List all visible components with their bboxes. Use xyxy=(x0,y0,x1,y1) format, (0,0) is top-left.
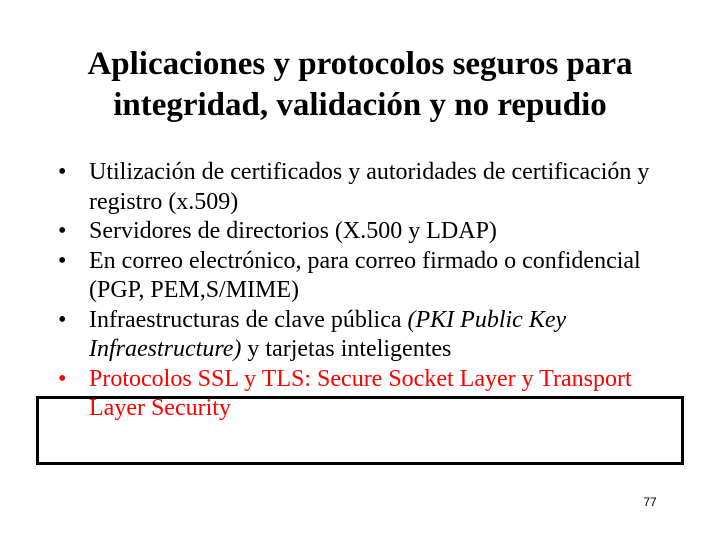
bullet-item-email xyxy=(58,247,688,306)
bullet-text-normal: Infraestructuras de clave pública xyxy=(89,306,408,333)
bullet-dot-icon: • xyxy=(58,218,67,244)
slide-title-line-1: Aplicaciones y protocolos seguros para xyxy=(87,46,633,82)
bullet-dot-icon: • xyxy=(58,306,67,333)
bullet-text-after: y tarjetas inteligentes xyxy=(241,336,452,362)
bullet-dot-icon: • xyxy=(58,365,67,392)
bullet-text-italic: (PKI Public Key Infraestructure) xyxy=(89,306,567,362)
bullet-dot-icon: • xyxy=(58,159,67,185)
bullet-item-directories xyxy=(58,217,688,247)
bullet-dot-icon: • xyxy=(58,247,67,274)
bullet-list xyxy=(58,158,688,424)
bullet-text: Utilización de certificados y autoridades de certificación y registro (x.509) xyxy=(89,159,650,215)
bullet-text: En correo electrónico, para correo firmado o confidencial (PGP, PEM,S/MIME) xyxy=(89,247,641,303)
slide-title-line-2: integridad, validación y no repudio xyxy=(113,87,607,123)
bullet-text: Servidores de directorios (X.500 y LDAP) xyxy=(89,218,497,244)
page-number: 77 xyxy=(643,495,657,509)
bullet-text: Protocolos SSL y TLS: Secure Socket Layer y Transport Layer Security xyxy=(89,365,632,421)
slide-title xyxy=(0,44,720,126)
bullet-item-ssl-tls xyxy=(58,365,688,424)
bullet-item-certificates xyxy=(58,158,688,217)
bullet-item-pki xyxy=(58,306,688,365)
